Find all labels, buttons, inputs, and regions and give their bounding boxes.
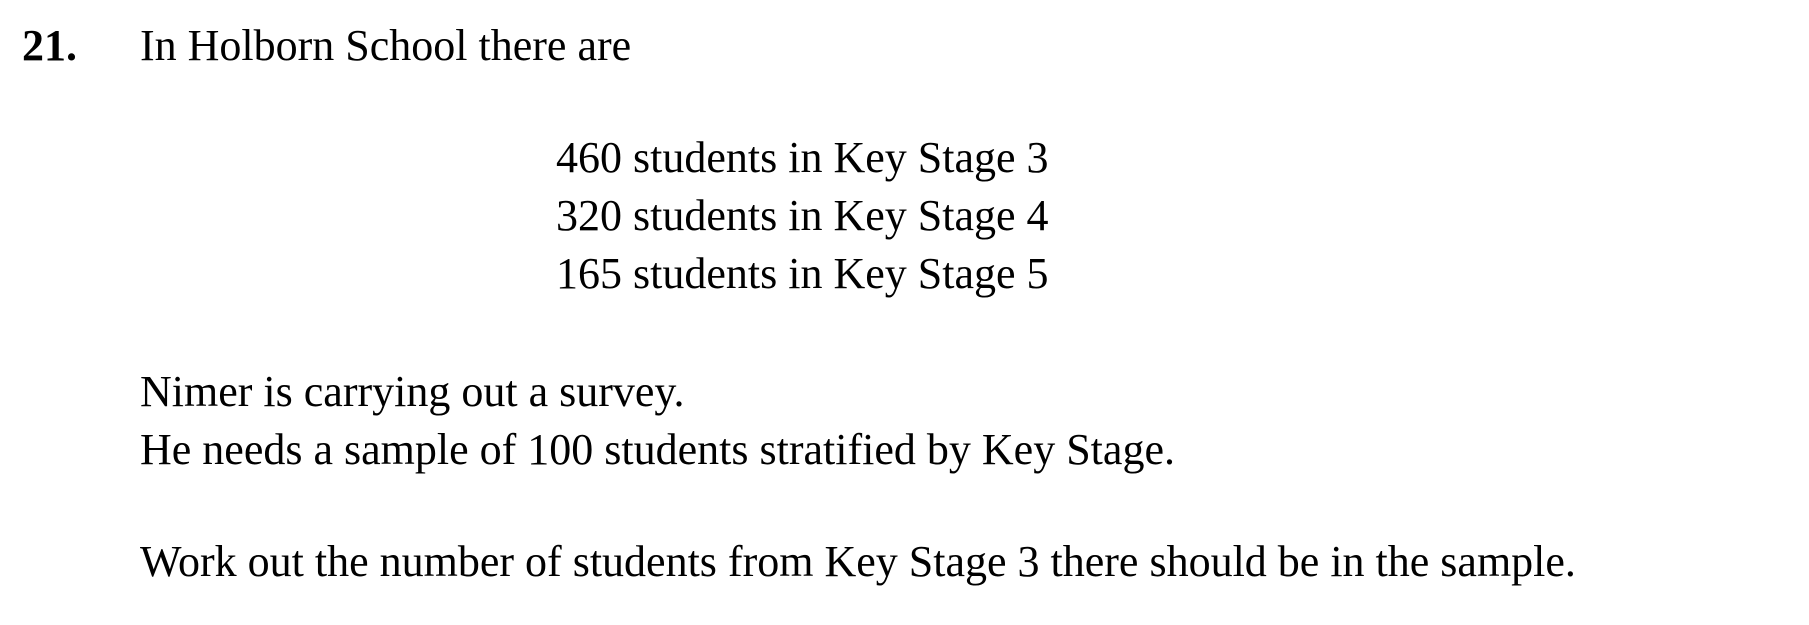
task-text: Work out the number of students from Key Stage 3 there should be in the sample.: [140, 537, 1576, 586]
survey-line: He needs a sample of 100 students stratified by Key Stage.: [140, 425, 1175, 474]
survey-description: [140, 363, 1175, 479]
survey-line: Nimer is carrying out a survey.: [140, 367, 685, 416]
key-stage-4-count: 320 students in Key Stage 4: [556, 191, 1049, 240]
key-stage-5-count: 165 students in Key Stage 5: [556, 249, 1049, 298]
task-instruction: [140, 533, 1576, 591]
question-number: 21.: [22, 21, 77, 70]
question-intro: In Holborn School there are: [140, 21, 632, 70]
key-stage-3-count: 460 students in Key Stage 3: [556, 133, 1049, 182]
key-stage-list: [556, 129, 1049, 303]
